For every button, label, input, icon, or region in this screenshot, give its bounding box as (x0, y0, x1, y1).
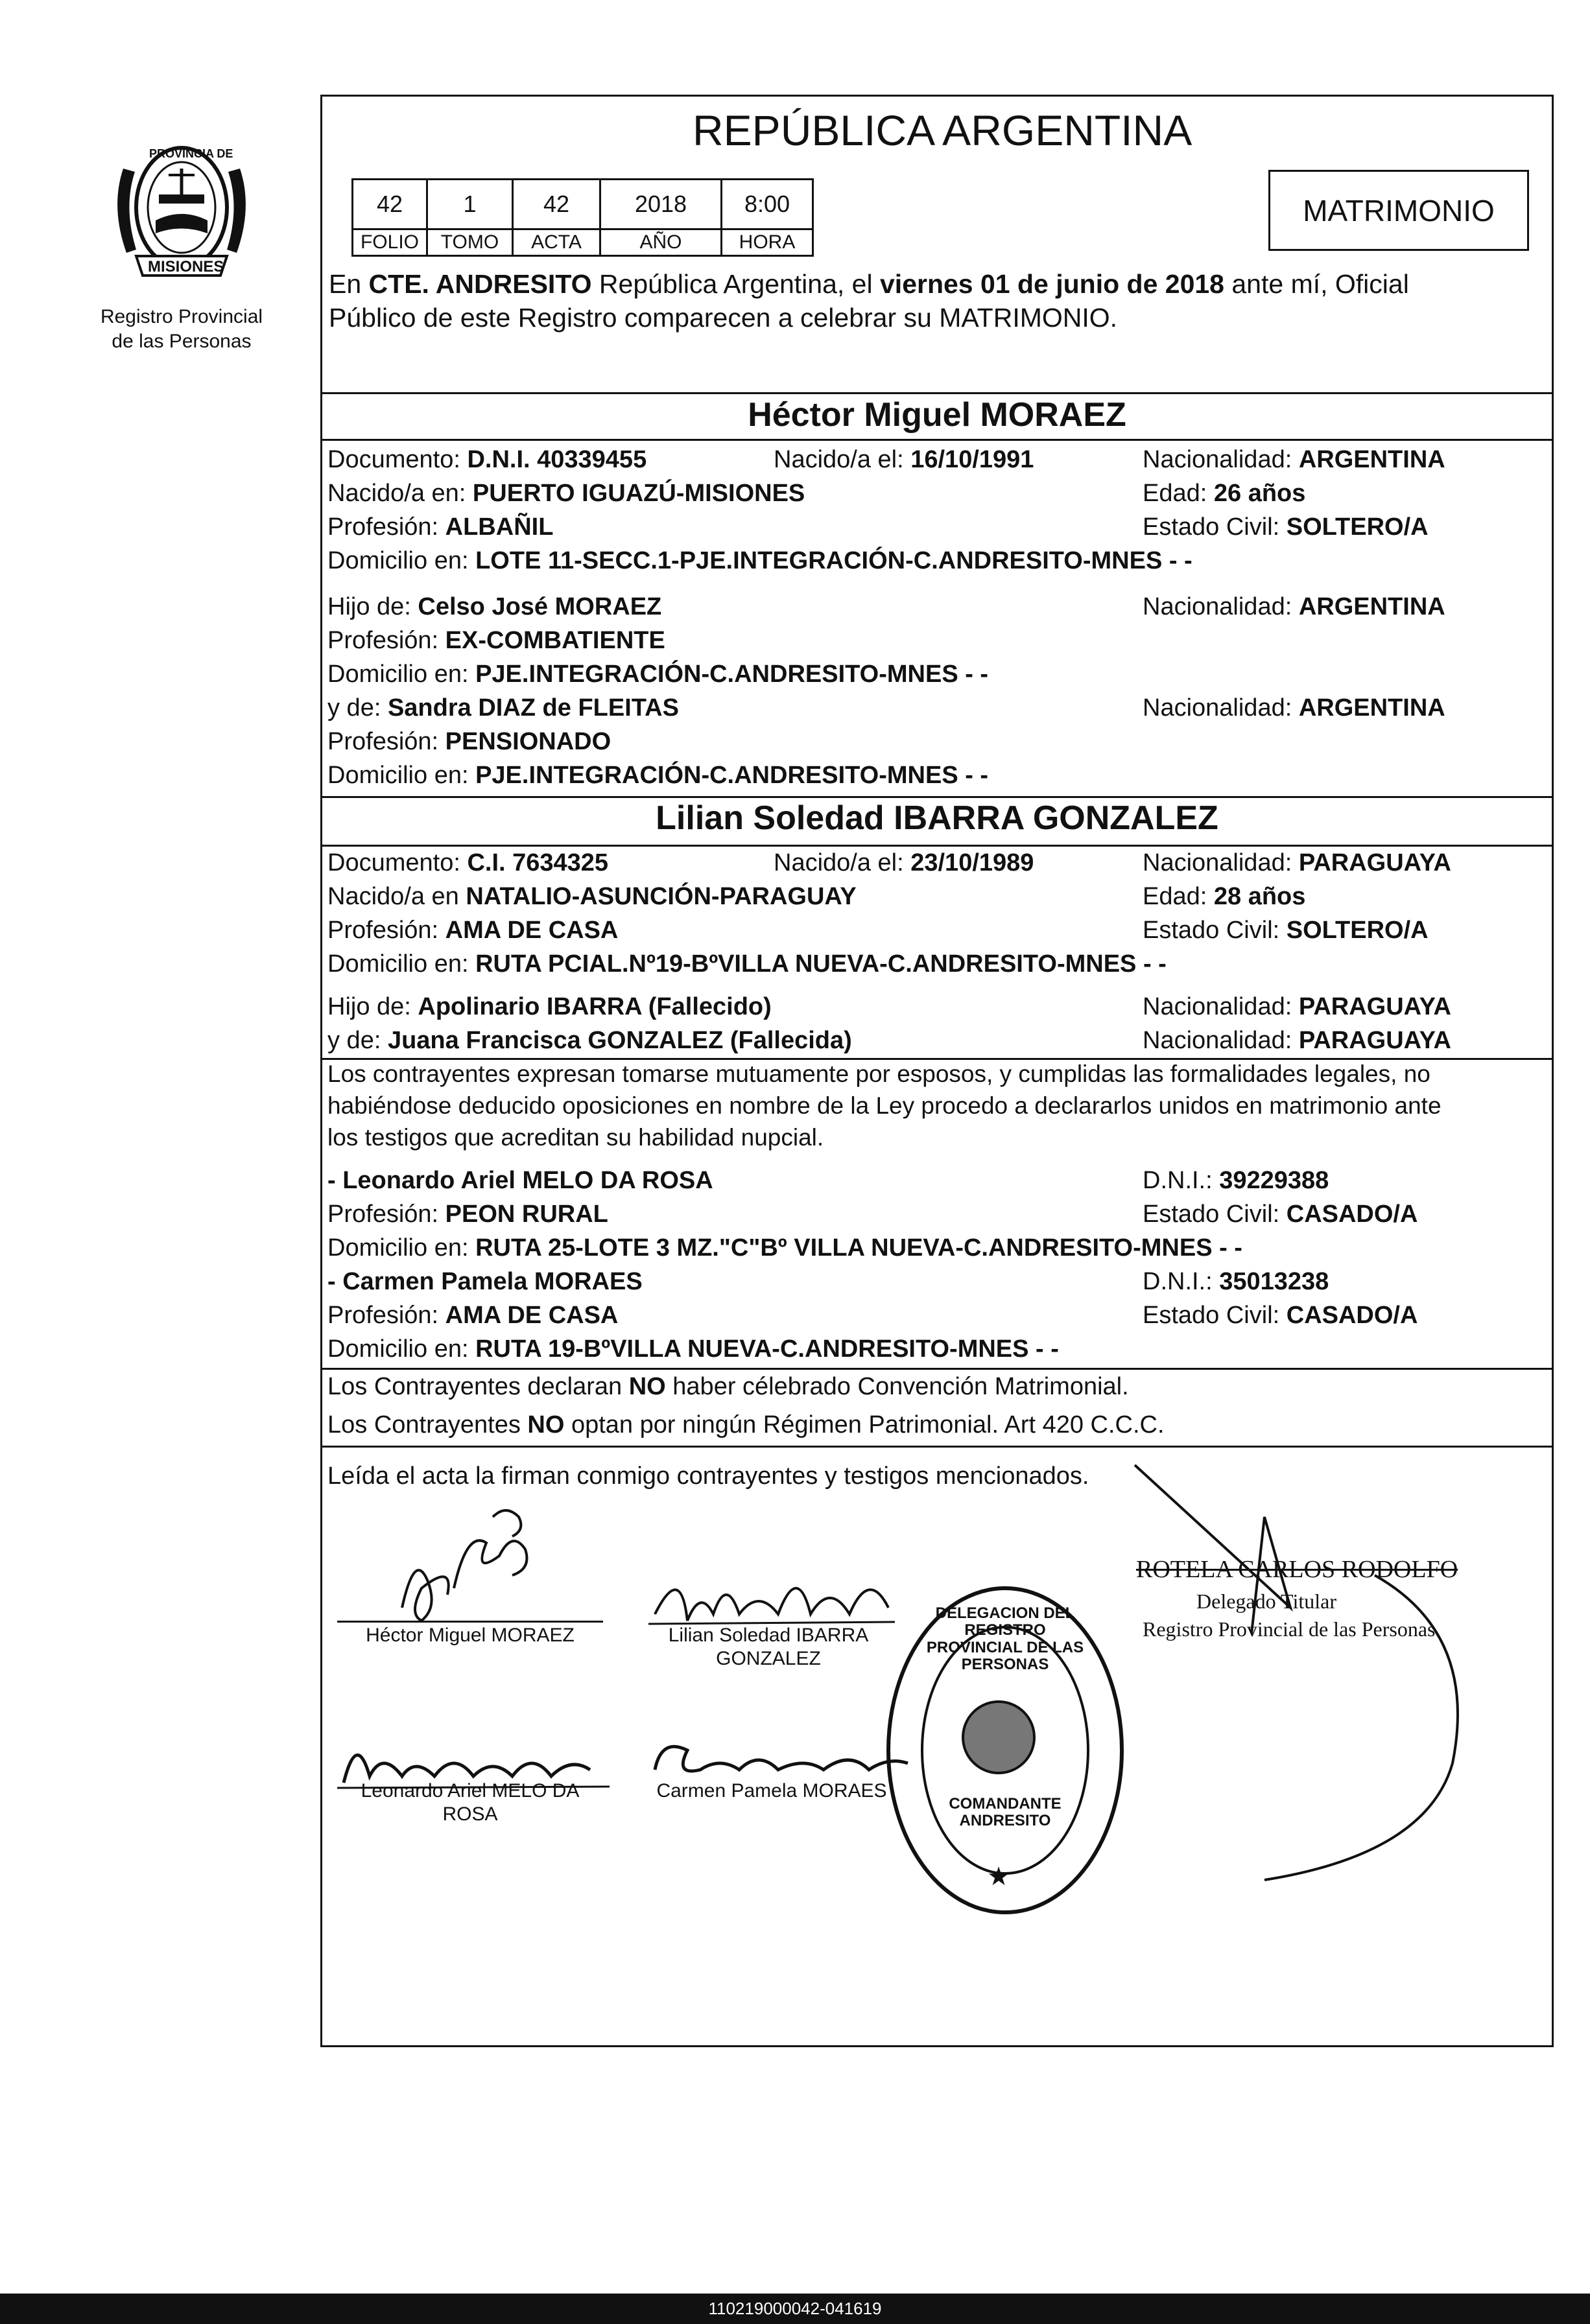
signature-caption-hector: Héctor Miguel MORAEZ (366, 1625, 575, 1646)
official-registry: Registro Provincial de las Personas (1143, 1617, 1436, 1641)
spouse2-address (327, 950, 1167, 979)
label: Nacido/a en: (327, 480, 473, 507)
registry-logo (97, 130, 266, 298)
label: D.N.I.: (1143, 1167, 1220, 1194)
spouse1-mother-address (327, 762, 988, 790)
value: 23/10/1989 (910, 849, 1034, 876)
value: AMA DE CASA (445, 917, 619, 944)
label: Nacionalidad: (1143, 849, 1299, 876)
act-type-box: MATRIMONIO (1268, 170, 1529, 251)
document-barcode-number: 110219000042-041619 (0, 2294, 1590, 2324)
signature-line (337, 1621, 603, 1623)
label: Estado Civil: (1143, 917, 1287, 944)
value: AMA DE CASA (445, 1302, 619, 1329)
caption-line1: Leonardo Ariel MELO DA (361, 1780, 580, 1802)
spouse1-document (327, 446, 647, 475)
ano-value: 2018 (599, 178, 722, 230)
acta-label: ACTA (512, 228, 601, 257)
value: PARAGUAYA (1298, 993, 1451, 1020)
divider (322, 1368, 1552, 1370)
spouse1-mother-profession (327, 728, 611, 757)
hora-label: HORA (720, 228, 814, 257)
label: Nacionalidad: (1143, 1027, 1299, 1054)
value: SOLTERO/A (1286, 917, 1429, 944)
value: RUTA 19-BºVILLA NUEVA-C.ANDRESITO-MNES - - (475, 1335, 1059, 1363)
spouse1-age (1143, 480, 1305, 508)
label: Edad: (1143, 480, 1214, 507)
spouse1-mother (327, 694, 679, 723)
intro-date: viernes 01 de junio de 2018 (880, 269, 1224, 299)
label: D.N.I.: (1143, 1268, 1220, 1295)
signature-caption-leonardo (331, 1779, 610, 1826)
label: Documento: (327, 849, 468, 876)
seal-text-bottom: MISIONES (148, 258, 224, 276)
spouse1-birthplace (327, 480, 805, 508)
spouse1-father-address (327, 661, 988, 689)
official-name: ROTELA CARLOS RODOLFO (1136, 1556, 1458, 1583)
witness2-profession (327, 1302, 618, 1330)
value: PARAGUAYA (1298, 1027, 1451, 1054)
signature-hector-icon (376, 1491, 590, 1634)
label: Profesión: (327, 627, 445, 654)
label: Domicilio en: (327, 762, 476, 789)
witness2-address (327, 1335, 1059, 1364)
label: Estado Civil: (1143, 1302, 1287, 1329)
declaration-line2: habiéndose deducido oposiciones en nombre de la Ley procedo a declararlos unidos en matrimonio ante (327, 1092, 1442, 1119)
value: PENSIONADO (445, 728, 611, 755)
value: RUTA 25-LOTE 3 MZ."C"Bº VILLA NUEVA-C.ANDRESITO-MNES - - (475, 1234, 1242, 1262)
signature-caption-carmen: Carmen Pamela MORAES (656, 1780, 887, 1802)
registry-caption (78, 305, 285, 353)
intro-place: CTE. ANDRESITO (368, 269, 592, 299)
label: Hijo de: (327, 593, 418, 620)
value: PJE.INTEGRACIÓN-C.ANDRESITO-MNES - - (475, 661, 989, 688)
witness2-name: - Carmen Pamela MORAES (327, 1268, 643, 1295)
spouse1-father-profession (327, 627, 665, 655)
value: Celso José MORAEZ (418, 593, 662, 620)
value: PUERTO IGUAZÚ-MISIONES (472, 480, 805, 507)
text: Los Contrayentes (327, 1411, 528, 1438)
registry-caption-line2: de las Personas (112, 330, 252, 352)
seal-text-top: PROVINCIA DE (149, 147, 233, 160)
label: Nacionalidad: (1143, 694, 1299, 722)
label: Profesión: (327, 728, 445, 755)
official-stamp (882, 1582, 1128, 1919)
divider (322, 845, 1552, 847)
witness1-civil-status (1143, 1201, 1418, 1229)
official-signature-icon (1115, 1439, 1478, 1893)
spouse2-civil-status (1143, 917, 1429, 945)
spouse1-civil-status (1143, 513, 1429, 542)
label: y de: (327, 1027, 388, 1054)
value: PEON RURAL (445, 1201, 608, 1228)
label: Profesión: (327, 917, 445, 944)
label: Hijo de: (327, 993, 418, 1020)
spouse1-name: Héctor Miguel MORAEZ (748, 396, 1126, 434)
spouse2-mother (327, 1027, 852, 1055)
value: Apolinario IBARRA (Fallecido) (418, 993, 772, 1020)
intro-p1: En (329, 269, 369, 299)
spouse2-father (327, 993, 772, 1022)
tomo-label: TOMO (426, 228, 514, 257)
label: Estado Civil: (1143, 513, 1287, 541)
hora-value: 8:00 (720, 178, 814, 230)
witness1-name: - Leonardo Ariel MELO DA ROSA (327, 1167, 713, 1194)
label: Documento: (327, 446, 468, 473)
label: Profesión: (327, 513, 445, 541)
label: Nacionalidad: (1143, 593, 1299, 620)
spouse2-profession (327, 917, 618, 945)
value: C.I. 7634325 (467, 849, 609, 876)
intro-p2: República Argentina, el (591, 269, 880, 299)
signature-lilian-icon (642, 1549, 901, 1634)
convention-line1 (327, 1373, 1129, 1402)
label: Nacido/a el: (774, 849, 911, 876)
value: PJE.INTEGRACIÓN-C.ANDRESITO-MNES - - (475, 762, 989, 789)
value: PARAGUAYA (1298, 849, 1451, 876)
spouse2-mother-nationality (1143, 1027, 1451, 1055)
intro-line1 (329, 269, 1409, 299)
ano-label: AÑO (599, 228, 722, 257)
intro-p3: ante mí, Oficial (1224, 269, 1409, 299)
spouse2-born (774, 849, 1034, 878)
spouse2-age (1143, 883, 1305, 911)
text: haber célebrado Convención Matrimonial. (665, 1373, 1129, 1400)
value: D.N.I. 40339455 (467, 446, 647, 473)
value: LOTE 11-SECC.1-PJE.INTEGRACIÓN-C.ANDRESITO-MNES - - (475, 547, 1192, 574)
declaration-line3: los testigos que acreditan su habilidad nupcial. (327, 1124, 824, 1151)
spouse1-profession (327, 513, 553, 542)
convention-line2 (327, 1411, 1165, 1440)
registry-caption-line1: Registro Provincial (100, 306, 263, 327)
witness2-civil-status (1143, 1302, 1418, 1330)
value: Sandra DIAZ de FLEITAS (387, 694, 679, 722)
stamp-outer-text: DELEGACION DEL REGISTRO PROVINCIAL DE LAS PERSONAS (926, 1604, 1084, 1674)
spouse1-father-nationality (1143, 593, 1445, 622)
label: Profesión: (327, 1302, 445, 1329)
intro-line2: Público de este Registro comparecen a celebrar su MATRIMONIO. (329, 303, 1118, 333)
label: Edad: (1143, 883, 1214, 910)
spouse2-birthplace (327, 883, 857, 911)
declaration-line1: Los contrayentes expresan tomarse mutuamente por esposos, y cumplidas las formalidades legales, no (327, 1061, 1430, 1087)
text: Los Contrayentes declaran (327, 1373, 629, 1400)
witness1-id (1143, 1167, 1329, 1195)
spouse1-mother-nationality (1143, 694, 1445, 723)
value: SOLTERO/A (1286, 513, 1429, 541)
page-title: REPÚBLICA ARGENTINA (693, 106, 1192, 154)
spouse1-address (327, 547, 1192, 576)
label: Domicilio en: (327, 950, 476, 978)
signature-caption-lilian (642, 1624, 895, 1671)
label: Nacido/a en (327, 883, 466, 910)
emphasis: NO (628, 1373, 666, 1400)
label: Nacionalidad: (1143, 446, 1299, 473)
value: 26 años (1213, 480, 1306, 507)
folio-value: 42 (351, 178, 428, 230)
spouse2-nationality (1143, 849, 1451, 878)
value: ARGENTINA (1298, 446, 1445, 473)
value: ARGENTINA (1298, 694, 1445, 722)
value: RUTA PCIAL.Nº19-BºVILLA NUEVA-C.ANDRESITO-MNES - - (475, 950, 1167, 978)
acta-value: 42 (512, 178, 601, 230)
spouse2-name: Lilian Soledad IBARRA GONZALEZ (656, 799, 1218, 837)
caption-line1: Lilian Soledad IBARRA (668, 1625, 869, 1646)
value: ARGENTINA (1298, 593, 1445, 620)
witness2-id (1143, 1268, 1329, 1297)
label: Estado Civil: (1143, 1201, 1287, 1228)
divider (322, 796, 1552, 798)
label: Domicilio en: (327, 1335, 476, 1363)
folio-label: FOLIO (351, 228, 428, 257)
label: y de: (327, 694, 388, 722)
caption-line2: ROSA (442, 1803, 498, 1825)
label: Nacido/a el: (774, 446, 911, 473)
label: Domicilio en: (327, 547, 476, 574)
svg-text:★: ★ (987, 1862, 1010, 1891)
text: optan por ningún Régimen Patrimonial. Art 420 C.C.C. (564, 1411, 1165, 1438)
label: Domicilio en: (327, 661, 476, 688)
value: 39229388 (1219, 1167, 1329, 1194)
witness1-profession (327, 1201, 608, 1229)
spouse2-document (327, 849, 608, 878)
divider (322, 439, 1552, 441)
closing-statement: Leída el acta la firman conmigo contrayentes y testigos mencionados. (327, 1462, 1089, 1490)
spouse1-father (327, 593, 661, 622)
divider (322, 392, 1552, 394)
official-title: Delegado Titular (1196, 1590, 1336, 1613)
caption-line2: GONZALEZ (716, 1648, 821, 1669)
spouse1-born (774, 446, 1034, 475)
value: NATALIO-ASUNCIÓN-PARAGUAY (466, 883, 857, 910)
value: 28 años (1213, 883, 1306, 910)
emphasis: NO (527, 1411, 565, 1438)
divider (322, 1058, 1552, 1060)
value: 35013238 (1219, 1268, 1329, 1295)
stamp-inner-text: COMANDANTE ANDRESITO (949, 1795, 1062, 1830)
value: CASADO/A (1286, 1302, 1418, 1329)
witness1-address (327, 1234, 1242, 1263)
spouse2-father-nationality (1143, 993, 1451, 1022)
value: CASADO/A (1286, 1201, 1418, 1228)
label: Nacionalidad: (1143, 993, 1299, 1020)
value: EX-COMBATIENTE (445, 627, 665, 654)
label: Domicilio en: (327, 1234, 476, 1262)
label: Profesión: (327, 1201, 445, 1228)
value: 16/10/1991 (910, 446, 1034, 473)
spouse1-nationality (1143, 446, 1445, 475)
value: ALBAÑIL (445, 513, 554, 541)
value: Juana Francisca GONZALEZ (Fallecida) (387, 1027, 852, 1054)
tomo-value: 1 (426, 178, 514, 230)
